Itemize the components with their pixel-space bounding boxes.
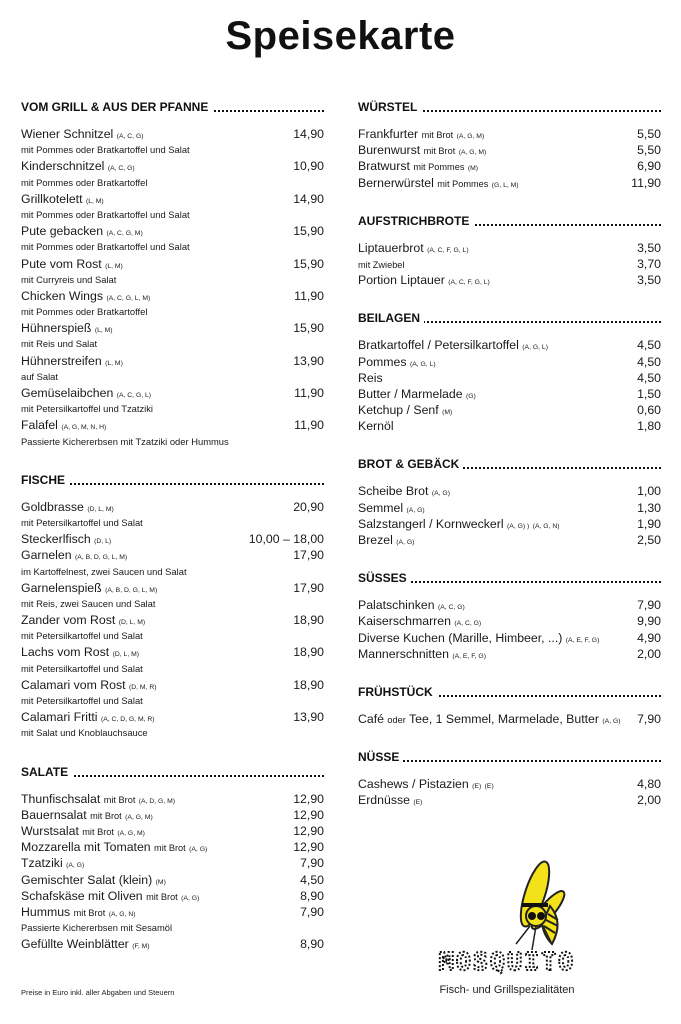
allergen-codes: (A, G, M) xyxy=(125,813,153,821)
allergen-codes: (D, L) xyxy=(94,538,112,546)
menu-item xyxy=(21,791,324,807)
menu-item xyxy=(21,158,324,174)
item-price: 14,90 xyxy=(293,191,324,206)
allergen-codes: (A, G) xyxy=(602,717,621,725)
item-name: Grillkotelett xyxy=(21,191,83,206)
item-price: 0,60 xyxy=(637,403,661,418)
item-name: Steckerlfisch xyxy=(21,532,91,547)
item-description: mit Petersilkartoffel und Salat xyxy=(21,516,143,528)
allergen-codes: (E) xyxy=(472,783,482,791)
item-price: 12,90 xyxy=(293,791,324,806)
item-note: mit Zwiebel xyxy=(358,259,405,270)
menu-item xyxy=(358,792,661,808)
item-price: 3,50 xyxy=(637,273,661,288)
item-description: mit Pommes oder Bratkartoffel xyxy=(21,176,148,188)
item-name-secondary: / Kornweckerl xyxy=(429,516,504,531)
item-price: 1,80 xyxy=(637,419,661,434)
menu-item xyxy=(21,677,324,693)
menu-section xyxy=(358,750,661,808)
menu-item xyxy=(21,320,324,336)
item-price: 2,00 xyxy=(637,646,661,661)
allergen-codes: (A, C, G) xyxy=(107,165,135,173)
menu-item xyxy=(21,904,324,920)
menu-column-left xyxy=(21,100,324,975)
item-name: Zander vom Rost xyxy=(21,613,116,628)
allergen-codes: (A, D, G, M) xyxy=(138,797,176,805)
menu-section xyxy=(358,100,661,191)
menu-item xyxy=(358,370,661,386)
item-name: Reis xyxy=(358,370,383,385)
item-description: mit Pommes oder Bratkartoffel und Salat xyxy=(21,241,190,253)
item-price: 5,50 xyxy=(637,143,661,158)
section-heading xyxy=(358,311,661,328)
item-price: 2,50 xyxy=(637,533,661,547)
menu-item xyxy=(21,531,324,547)
item-price: 1,30 xyxy=(637,500,661,515)
item-note: mit Brot xyxy=(82,826,114,837)
allergen-codes: (A, G, M) xyxy=(117,829,145,837)
item-name: Kernöl xyxy=(358,419,394,434)
item-description: mit Petersilkartoffel und Tzatziki xyxy=(21,403,153,415)
item-description: mit Reis und Salat xyxy=(21,338,98,350)
menu-section xyxy=(358,571,661,662)
item-price: 4,80 xyxy=(637,777,661,792)
logo-tagline: Fisch- und Grillspezialitäten xyxy=(439,984,575,996)
menu-item xyxy=(358,337,661,353)
menu-item xyxy=(358,175,661,191)
item-name: Bratwurst xyxy=(358,159,410,174)
section-heading xyxy=(21,765,324,782)
allergen-codes: (A, C, G, L) xyxy=(116,392,152,399)
item-name: Gemüselaibchen xyxy=(21,386,114,400)
mosquito-icon xyxy=(515,859,569,950)
item-note: mit Pommes xyxy=(413,162,465,173)
item-price: 6,90 xyxy=(637,159,661,174)
item-note: mit Pommes xyxy=(437,178,489,189)
item-name: Goldbrasse xyxy=(21,499,84,514)
menu-item xyxy=(358,142,661,158)
item-price: 1,90 xyxy=(637,516,661,531)
item-note: mit Brot xyxy=(423,146,456,157)
allergen-codes: (D, L, M) xyxy=(87,505,114,513)
menu-item xyxy=(358,126,661,142)
allergen-codes: (A, G, N) xyxy=(108,910,136,918)
menu-item xyxy=(358,240,661,256)
item-name: Thunfischsalat xyxy=(21,791,101,806)
item-description: auf Salat xyxy=(21,370,59,382)
item-name: Kaiserschmarren xyxy=(358,614,451,629)
menu-item xyxy=(21,823,324,839)
allergen-codes: (A, E, F, G) xyxy=(565,636,600,644)
item-name: Hummus xyxy=(21,904,71,919)
item-name: Frankfurter xyxy=(358,127,419,141)
item-price: 4,50 xyxy=(300,872,324,887)
allergen-codes: (A, C, G) xyxy=(437,604,465,612)
item-price: 12,90 xyxy=(293,807,324,822)
item-price: 8,90 xyxy=(300,888,324,903)
item-description: im Kartoffelnest, zwei Saucen und Salat xyxy=(21,565,187,577)
allergen-codes: (A, E, F, G) xyxy=(452,652,486,660)
allergen-codes: (A, G) xyxy=(396,539,415,546)
item-note: mit Brot xyxy=(146,891,178,902)
item-price: 18,90 xyxy=(293,677,324,692)
item-description: mit Curryreis und Salat xyxy=(21,273,117,285)
menu-item xyxy=(21,709,324,725)
item-price: 2,00 xyxy=(637,793,661,808)
menu-column-right xyxy=(358,100,661,832)
allergen-codes: (A, G) xyxy=(181,894,200,902)
allergen-codes: (A, G) xyxy=(189,846,208,854)
item-name: Hühnerspieß xyxy=(21,321,92,336)
item-price: 7,90 xyxy=(637,598,661,613)
item-price: 1,50 xyxy=(637,386,661,401)
logo-wordmark: MOSQUITO xyxy=(438,947,576,976)
allergen-codes: (A, G, L) xyxy=(409,360,436,368)
menu-item xyxy=(21,126,324,142)
section-heading-text: FRÜHSTÜCK xyxy=(358,685,437,699)
menu-item xyxy=(358,500,661,516)
item-name: Tzatziki xyxy=(21,856,63,871)
item-price: 11,90 xyxy=(294,418,324,433)
menu-section xyxy=(358,311,661,434)
item-name: Bernerwürstel xyxy=(358,175,434,190)
menu-section xyxy=(21,473,324,742)
menu-item xyxy=(21,807,324,823)
item-price: 3,70 xyxy=(637,256,661,271)
menu-item xyxy=(358,630,661,646)
allergen-codes: (A, C, G, L, M) xyxy=(106,294,151,302)
allergen-codes: (M) xyxy=(442,409,453,417)
allergen-codes: (A, G) ) xyxy=(507,522,530,530)
allergen-codes: (L, M) xyxy=(85,197,104,205)
allergen-codes: (A, G, M, N, H) xyxy=(61,424,107,432)
allergen-codes: (A, B, D, G, L, M) xyxy=(75,554,128,562)
allergen-codes: (F, M) xyxy=(132,943,150,951)
allergen-codes: (A, C, G) xyxy=(454,620,482,628)
menu-item xyxy=(21,580,324,596)
menu-item xyxy=(21,417,324,433)
section-heading-text: FISCHE xyxy=(21,473,69,487)
allergen-codes: (E) xyxy=(484,783,494,791)
allergen-codes: (L, M) xyxy=(105,359,123,367)
menu-item xyxy=(21,644,324,660)
item-name: Mannerschnitten xyxy=(358,646,449,661)
menu-item xyxy=(358,158,661,174)
section-heading xyxy=(358,100,661,117)
allergen-codes: (A, G, M) xyxy=(456,133,485,140)
section-heading xyxy=(358,457,661,474)
section-heading xyxy=(358,685,661,702)
item-name: Cashews xyxy=(358,777,409,792)
item-name: Garnelen xyxy=(21,548,72,563)
section-heading-text: AUFSTRICHBROTE xyxy=(358,214,473,228)
item-price: 12,90 xyxy=(293,840,324,855)
menu-item xyxy=(21,839,324,855)
menu-item xyxy=(21,547,324,563)
menu-section xyxy=(21,765,324,953)
menu-item xyxy=(21,888,324,904)
allergen-codes: (A, G) xyxy=(431,490,450,498)
item-price: 18,90 xyxy=(293,613,324,628)
section-heading-text: NÜSSE xyxy=(358,750,403,764)
menu-item xyxy=(358,516,661,532)
item-description: mit Pommes oder Bratkartoffel und Salat xyxy=(21,144,190,156)
menu-item xyxy=(358,711,661,727)
section-heading xyxy=(21,473,324,490)
allergen-codes: (D, L, M) xyxy=(118,619,146,627)
menu-item xyxy=(21,256,324,272)
item-price: 7,90 xyxy=(637,711,661,726)
menu-item xyxy=(21,223,324,239)
section-heading-text: SALATE xyxy=(21,765,72,779)
section-heading xyxy=(21,100,324,117)
allergen-codes: (A, C, F, G, L) xyxy=(448,279,490,287)
item-name: Schafskäse mit Oliven xyxy=(21,888,143,903)
section-heading-text: BROT & GEBÄCK xyxy=(358,457,463,471)
item-price: 7,90 xyxy=(300,904,324,919)
item-name: Falafel xyxy=(21,418,58,433)
allergen-codes: (D, L, M) xyxy=(112,651,140,659)
item-description: mit Petersilkartoffel und Salat xyxy=(21,630,143,642)
item-price: 10,00 – 18,00 xyxy=(248,532,324,547)
item-name: Erdnüsse xyxy=(358,793,410,808)
menu-section xyxy=(358,457,661,548)
allergen-codes: (A, B, D, G, L, M) xyxy=(105,586,158,594)
allergen-codes: (D, M, R) xyxy=(128,683,157,691)
allergen-codes: (G) xyxy=(466,392,476,400)
section-heading-text: WÜRSTEL xyxy=(358,100,421,114)
item-name: Butter / Marmelade xyxy=(358,386,463,401)
menu-item xyxy=(21,499,324,515)
item-name: Chicken Wings xyxy=(21,288,104,303)
menu-section xyxy=(21,100,324,450)
section-heading-text: BEILAGEN xyxy=(358,311,424,325)
item-price: 20,90 xyxy=(293,499,324,514)
menu-section xyxy=(358,214,661,289)
item-note: mit Brot xyxy=(90,810,122,821)
menu-item xyxy=(358,402,661,418)
item-price: 9,90 xyxy=(637,614,661,629)
item-description: mit Petersilkartoffel und Salat xyxy=(21,662,143,674)
item-price: 11,90 xyxy=(631,175,661,190)
item-note: mit Brot xyxy=(154,843,186,854)
menu-item xyxy=(21,855,324,871)
menu-item xyxy=(21,612,324,628)
item-price: 10,90 xyxy=(293,159,324,174)
item-description: mit Pommes oder Bratkartoffel xyxy=(21,306,148,318)
allergen-codes: (A, C, G) xyxy=(116,133,144,140)
menu-item xyxy=(358,613,661,629)
item-name: Bauernsalat xyxy=(21,807,87,822)
item-name: Wurstsalat xyxy=(21,823,79,838)
price-footnote: Preise in Euro inkl. aller Abgaben und Steuern xyxy=(21,988,175,997)
item-note: mit Brot xyxy=(103,794,136,805)
menu-item xyxy=(358,272,661,288)
page-title: Speisekarte xyxy=(225,14,456,58)
section-heading xyxy=(358,750,661,767)
menu-item xyxy=(21,191,324,207)
item-name: Calamari Fritti xyxy=(21,710,98,725)
item-price: 1,00 xyxy=(637,484,661,499)
item-name: Scheibe Brot xyxy=(358,484,429,499)
allergen-codes: (L, M) xyxy=(94,327,113,335)
allergen-codes: (A, C, F, G, L) xyxy=(427,246,469,254)
item-name-secondary: Tee, 1 Semmel, Marmelade, Butter xyxy=(409,711,599,726)
item-name: Pute gebacken xyxy=(21,224,104,239)
item-name: Palatschinken xyxy=(358,598,435,613)
item-price: 14,90 xyxy=(293,127,324,141)
item-price: 12,90 xyxy=(293,823,324,838)
item-description: mit Reis, zwei Saucen und Salat xyxy=(21,597,156,609)
item-name: Garnelenspieß xyxy=(21,580,102,595)
menu-item xyxy=(21,353,324,369)
item-price: 8,90 xyxy=(300,937,324,952)
menu-item xyxy=(358,597,661,613)
item-name: Café xyxy=(358,711,384,726)
item-name: Wiener Schnitzel xyxy=(21,127,114,141)
menu-item xyxy=(358,418,661,434)
section-heading xyxy=(358,214,661,231)
item-price: 15,90 xyxy=(293,224,324,239)
item-price: 11,90 xyxy=(294,288,324,303)
item-price: 13,90 xyxy=(293,710,324,725)
item-description: mit Petersilkartoffel und Salat xyxy=(21,695,143,706)
item-price: 15,90 xyxy=(293,321,324,336)
menu-section xyxy=(358,685,661,727)
item-description: Passierte Kichererbsen mit Sesamöl xyxy=(21,922,173,934)
item-price: 4,90 xyxy=(637,630,661,645)
item-name: Ketchup / Senf xyxy=(358,403,439,418)
item-price: 4,50 xyxy=(637,370,661,385)
menu-item xyxy=(358,483,661,499)
item-name: Hühnerstreifen xyxy=(21,353,102,368)
item-note: mit Brot xyxy=(73,907,106,918)
allergen-codes: (G, L, M) xyxy=(491,181,519,189)
item-price: 18,90 xyxy=(293,645,324,660)
allergen-codes: (M) xyxy=(155,878,166,886)
section-heading-text: VOM GRILL & AUS DER PFANNE xyxy=(21,100,212,114)
item-name: Diverse Kuchen (Marille, Himbeer, ...) xyxy=(358,630,563,645)
allergen-codes: (A, G) xyxy=(66,862,85,870)
item-name: Gefüllte Weinblätter xyxy=(21,937,129,952)
item-name: Calamari vom Rost xyxy=(21,677,126,692)
menu-item xyxy=(21,872,324,888)
menu-item xyxy=(358,776,661,792)
menu-item xyxy=(21,288,324,304)
item-name: Brezel xyxy=(358,533,393,547)
allergen-codes: (M) xyxy=(467,165,479,173)
allergen-codes: (A, G, N) xyxy=(532,522,560,530)
menu-item xyxy=(358,646,661,662)
allergen-codes: (E) xyxy=(413,799,423,807)
item-description: Passierte Kichererbsen mit Tzatziki oder Hummus xyxy=(21,435,229,447)
item-name: Portion Liptauer xyxy=(358,273,445,288)
menu-item xyxy=(358,386,661,402)
item-name: Bratkartoffel / Petersilkartoffel xyxy=(358,338,519,353)
dotted-leader xyxy=(358,760,661,762)
item-name: Kinderschnitzel xyxy=(21,159,105,174)
item-price: 7,90 xyxy=(300,856,324,871)
menu-item xyxy=(358,354,661,370)
menu-item xyxy=(358,256,661,272)
item-name: Gemischter Salat (klein) xyxy=(21,872,153,887)
item-name: Lachs vom Rost xyxy=(21,645,110,660)
item-note: oder xyxy=(387,714,406,725)
item-description: mit Pommes oder Bratkartoffel und Salat xyxy=(21,208,190,220)
item-name: Pute vom Rost xyxy=(21,256,102,271)
section-heading xyxy=(358,571,661,588)
item-note: mit Brot xyxy=(421,130,454,140)
menu-item xyxy=(21,936,324,952)
item-name: Salzstangerl xyxy=(358,516,426,531)
allergen-codes: (L, M) xyxy=(105,262,123,270)
item-description: mit Salat und Knoblauchsauce xyxy=(21,727,148,739)
item-price: 11,90 xyxy=(294,386,324,400)
item-name: Semmel xyxy=(358,500,404,515)
item-price: 5,50 xyxy=(637,127,661,141)
allergen-codes: (A, G, L) xyxy=(522,344,548,352)
item-price: 15,90 xyxy=(293,256,324,271)
mosquito-logo xyxy=(432,854,582,1004)
item-name: Liptauerbrot xyxy=(358,240,424,255)
item-price: 3,50 xyxy=(637,240,661,255)
item-name-secondary: / Pistazien xyxy=(412,777,469,792)
allergen-codes: (A, C, G, M) xyxy=(106,230,143,238)
allergen-codes: (A, C, D, G, M, R) xyxy=(100,716,155,724)
item-price: 17,90 xyxy=(293,580,324,595)
menu-item xyxy=(358,532,661,548)
item-price: 4,50 xyxy=(637,338,661,353)
allergen-codes: (A, G) xyxy=(406,506,425,514)
item-name: Burenwurst xyxy=(358,143,421,158)
item-price: 17,90 xyxy=(293,548,324,563)
item-name: Mozzarella mit Tomaten xyxy=(21,840,151,855)
allergen-codes: (A, G, M) xyxy=(458,149,487,157)
item-name: Pommes xyxy=(358,354,407,369)
section-heading-text: SÜSSES xyxy=(358,571,411,585)
item-price: 13,90 xyxy=(293,353,324,368)
menu-item xyxy=(21,385,324,401)
item-price: 4,50 xyxy=(637,354,661,369)
